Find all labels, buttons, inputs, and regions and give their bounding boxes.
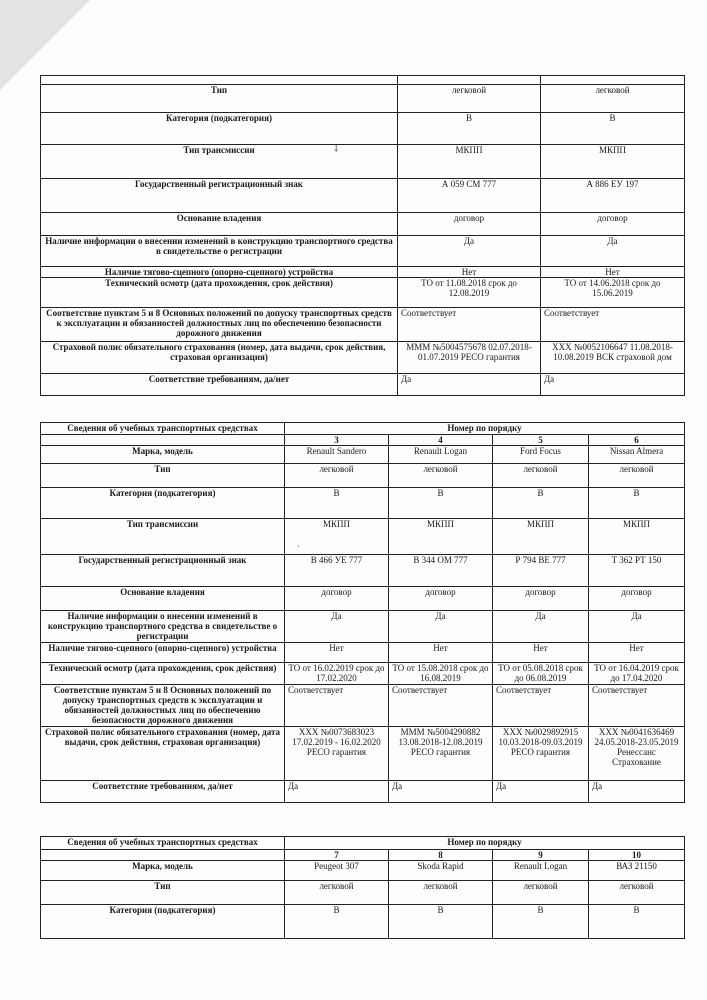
cell: МКПП: [493, 519, 589, 555]
cell: Renault Sandero: [285, 446, 389, 464]
cell: легковой: [589, 881, 685, 905]
table-title: Сведения об учебных транспортных средствах: [41, 423, 285, 435]
cell: B: [398, 113, 541, 145]
cell: МММ №5004290882 13.08.2018-12.08.2019 РЕСО гарантия: [389, 727, 493, 781]
table-row: [41, 278, 685, 308]
cell: легковой: [389, 464, 493, 488]
table-title: Сведения об учебных транспортных средствах: [41, 837, 285, 850]
cell: Ford Focus: [493, 446, 589, 464]
table-row: [41, 643, 685, 663]
row-label: Соответствие пунктам 5 и 8 Основных положений по допуску транспортных средств к эксплуатации и обязанностей должностных лиц по обеспечению безопасности дорожного движения: [41, 308, 398, 342]
cell: Да: [389, 781, 493, 803]
vehicles-table-3: [40, 836, 685, 939]
row-label: Основание владения: [41, 213, 398, 236]
row-label: Марка, модель: [41, 861, 285, 881]
table-row: [41, 464, 685, 488]
cell: Да: [589, 781, 685, 803]
table-row: [41, 85, 685, 113]
cell: ХХХ №0052106647 11.08.2018-10.08.2019 ВСК страховой дом: [541, 342, 685, 374]
cell: B: [285, 905, 389, 939]
row-label: Наличие информации о внесении изменений в конструкцию транспортного средства в свидетельстве о регистрации: [41, 236, 398, 267]
row-label: Тип трансмиссии: [41, 519, 285, 555]
row-label: Наличие тягово-сцепного (опорно-сцепного) устройства: [41, 267, 398, 278]
cell: легковой: [493, 881, 589, 905]
table-row: [41, 587, 685, 611]
cell: договор: [285, 587, 389, 611]
row-label: Марка, модель: [41, 446, 285, 464]
table-row: [41, 519, 685, 555]
cell: МММ №5004575678 02.07.2018-01.07.2019 РЕСО гарантия: [398, 342, 541, 374]
cell: Renault Logan: [493, 861, 589, 881]
cell: Соответствует: [493, 685, 589, 727]
cell: B: [589, 905, 685, 939]
order-number: 4: [389, 435, 493, 446]
cell: ТО от 16.04.2019 срок до 17.04.2020: [589, 663, 685, 685]
row-label: Страховой полис обязательного страхования (номер, дата выдачи, срок действия, страховая организация): [41, 342, 398, 374]
cell: ХХХ №0041636469 24.05.2018-23.05.2019 Ренессанс Страхование: [589, 727, 685, 781]
cell: ТО от 11.08.2018 срок до 12.08.2019: [398, 278, 541, 308]
table-row: [41, 837, 685, 850]
cell: ВАЗ 21150: [589, 861, 685, 881]
cell: Нет: [389, 643, 493, 663]
cell: B: [589, 488, 685, 519]
order-number: 5: [493, 435, 589, 446]
cell: Да: [493, 781, 589, 803]
cell: Да: [541, 236, 685, 267]
cell: B: [493, 905, 589, 939]
cell: Peugeot 307: [285, 861, 389, 881]
cell: B: [493, 488, 589, 519]
row-label: Государственный регистрационный знак: [41, 555, 285, 587]
table-row: [41, 488, 685, 519]
cell: ХХХ №0073683023 17.02.2019 - 16.02.2020 РЕСО гарантия: [285, 727, 389, 781]
table-row: [41, 781, 685, 803]
row-label: Тип: [41, 464, 285, 488]
cell: МКПП: [285, 519, 389, 555]
cell: Да: [398, 374, 541, 396]
table-row: [41, 342, 685, 374]
cell: ТО от 15.08.2018 срок до 16.08.2019: [389, 663, 493, 685]
row-label: Категория (подкатегория): [41, 113, 398, 145]
cell: Соответствует: [541, 308, 685, 342]
table-row: [41, 727, 685, 781]
cell: B: [541, 113, 685, 145]
table-row: [41, 374, 685, 396]
cell: Р 794 ВЕ 777: [493, 555, 589, 587]
cell: Renault Logan: [389, 446, 493, 464]
cell: Нет: [541, 267, 685, 278]
order-number: 7: [285, 850, 389, 861]
row-label: Технический осмотр (дата прохождения, срок действия): [41, 278, 398, 308]
row-label: Основание владения: [41, 587, 285, 611]
cell: Да: [285, 611, 389, 643]
order-number: 8: [389, 850, 493, 861]
cell: Skoda Rapid: [389, 861, 493, 881]
cell: А 886 ЕУ 197: [541, 179, 685, 213]
cell: Нет: [285, 643, 389, 663]
cell: легковой: [541, 85, 685, 113]
row-label: Наличие информации о внесении изменений в конструкцию транспортного средства в свидетельстве о регистрации: [41, 611, 285, 643]
cell: А 059 СМ 777: [398, 179, 541, 213]
vehicles-table-2: [40, 422, 685, 803]
order-header: Номер по порядку: [285, 423, 685, 435]
table-row: [41, 267, 685, 278]
cell: Да: [541, 374, 685, 396]
table-row: [41, 861, 685, 881]
cell: Да: [285, 781, 389, 803]
order-number: 9: [493, 850, 589, 861]
cell: Нет: [493, 643, 589, 663]
cell: Нет: [589, 643, 685, 663]
order-number: 10: [589, 850, 685, 861]
row-label: Соответствие требованиям, да/нет: [41, 781, 285, 803]
cell: Соответствует: [589, 685, 685, 727]
table-row: [41, 76, 685, 85]
cell: легковой: [589, 464, 685, 488]
table-row: [41, 881, 685, 905]
row-label: Государственный регистрационный знак: [41, 179, 398, 213]
row-label: Тип: [41, 85, 398, 113]
cell: Соответствует: [398, 308, 541, 342]
cell: Да: [398, 236, 541, 267]
cell: Да: [389, 611, 493, 643]
cell: Нет: [398, 267, 541, 278]
row-label: Соответствие требованиям, да/нет: [41, 374, 398, 396]
table-row: [41, 435, 685, 446]
cell: договор: [589, 587, 685, 611]
table-row: [41, 663, 685, 685]
table-row: [41, 423, 685, 435]
table-row: [41, 611, 685, 643]
cell: МКПП: [589, 519, 685, 555]
table-row: [41, 213, 685, 236]
cell: ТО от 05.08.2018 срок до 06.08.2019: [493, 663, 589, 685]
cell: легковой: [398, 85, 541, 113]
row-label: Категория (подкатегория): [41, 905, 285, 939]
cell: договор: [389, 587, 493, 611]
cell: Да: [589, 611, 685, 643]
cell: Соответствует: [389, 685, 493, 727]
table-row: [41, 555, 685, 587]
row-label: Категория (подкатегория): [41, 488, 285, 519]
cell: МКПП: [541, 145, 685, 179]
cell: легковой: [493, 464, 589, 488]
table-row: [41, 179, 685, 213]
cell: легковой: [389, 881, 493, 905]
row-label: Технический осмотр (дата прохождения, срок действия): [41, 663, 285, 685]
row-label: Наличие тягово-сцепного (опорно-сцепного) устройства: [41, 643, 285, 663]
cell: легковой: [285, 881, 389, 905]
cell: ТО от 14.06.2018 срок до 15.06.2019: [541, 278, 685, 308]
table-row: [41, 850, 685, 861]
order-number: 6: [589, 435, 685, 446]
cell: легковой: [285, 464, 389, 488]
cell: B: [285, 488, 389, 519]
cell: Соответствует: [285, 685, 389, 727]
row-label: Тип трансмиссии: [41, 145, 398, 179]
table-row: [41, 236, 685, 267]
order-header: Номер по порядку: [285, 837, 685, 850]
cell: МКПП: [389, 519, 493, 555]
row-label: Страховой полис обязательного страхования (номер, дата выдачи, срок действия, страховая организация): [41, 727, 285, 781]
cell: В 466 УЕ 777: [285, 555, 389, 587]
row-label: Соответствие пунктам 5 и 8 Основных положений по допуску транспортных средств к эксплуатации и обязанностей должностных лиц по обеспечению безопасности дорожного движения: [41, 685, 285, 727]
ink-mark: ˎ: [297, 537, 300, 547]
cell: B: [389, 905, 493, 939]
cell: договор: [493, 587, 589, 611]
cell: МКПП: [398, 145, 541, 179]
cell: Т 362 РТ 150: [589, 555, 685, 587]
cell: ТО от 16.02.2019 срок до 17.02.2020: [285, 663, 389, 685]
table-row: [41, 905, 685, 939]
table-row: [41, 446, 685, 464]
table-row: [41, 308, 685, 342]
vehicles-table-1: [40, 75, 685, 396]
table-row: [41, 145, 685, 179]
cell: договор: [398, 213, 541, 236]
cell: B: [389, 488, 493, 519]
cell: ХХХ №0029892915 10.03.2018-09.03.2019 РЕСО гарантия: [493, 727, 589, 781]
table-row: [41, 113, 685, 145]
cell: Nissan Almera: [589, 446, 685, 464]
row-label: Тип: [41, 881, 285, 905]
ink-mark: ⸸: [334, 144, 339, 154]
cell: Да: [493, 611, 589, 643]
cell: договор: [541, 213, 685, 236]
order-number: 3: [285, 435, 389, 446]
table-row: [41, 685, 685, 727]
cell: В 344 ОМ 777: [389, 555, 493, 587]
